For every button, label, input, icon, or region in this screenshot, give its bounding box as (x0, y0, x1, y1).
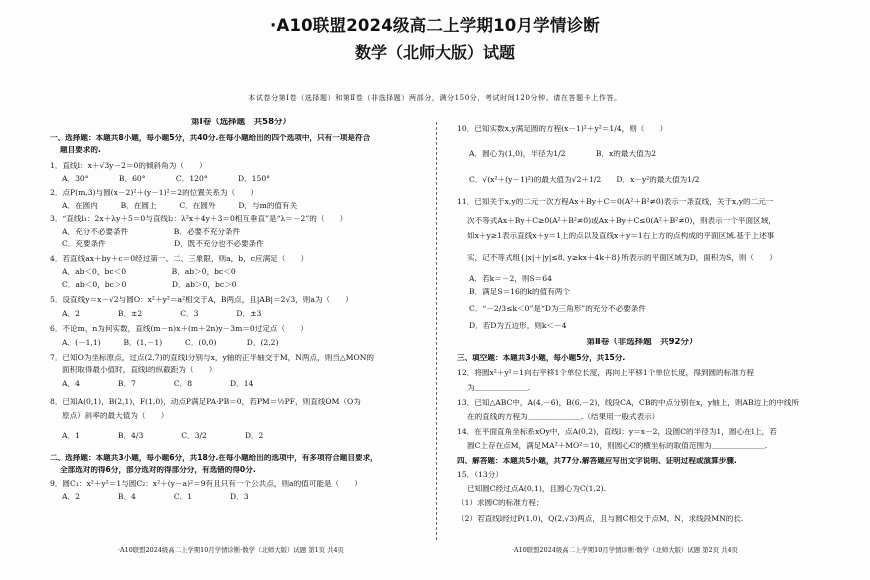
q7-stem-cont: 面积取得最小值时，直线l的纵截距为（ ） (62, 366, 217, 374)
q4-stem: 4．若直线ax＋by＋c＝0经过第一、二、三象限，则a，b，c应满足（ ） (50, 255, 309, 263)
q11-stem-line4: 实，记不等式组{|x|＋|y|≤8, y≥kx＋4k＋8}所表示的平面区域为D，面积为S，则（ ） (467, 254, 777, 262)
q11-stem: 11．已知关于x,y的二元一次方程Ax＋By＋C＝0(A²＋B²≠0)表示一条直线，关于x,y的二元一 (457, 198, 774, 206)
q11-stem-line3: 如x＋y≥1表示直线x＋y＝1上的点以及直线x＋y＝1右上方的点构成的平面区域.基于上述事 (467, 232, 775, 240)
exam-title: ·A10联盟2024级高二上学期10月学情诊断 (270, 16, 600, 35)
section1-heading: 一、选择题：本题共8小题，每小题5分，共40分.在每小题给出的四个选项中，只有一项是符合 (50, 134, 371, 142)
exam-subtitle: 数学（北师大版）试题 (354, 43, 515, 62)
q3-stem: 3．“直线l₁：2x＋λy＋5＝0与直线l₂：λ²x＋4y＋3＝0相互垂直”是“λ＝－2”的（ ） (50, 215, 348, 223)
q11-option-c: C．“－2/3≤k＜0”是“D为三角形”的充分不必要条件 (469, 305, 646, 313)
q5-stem: 5．设直线y＝x－√2与圆O：x²＋y²＝a²相交于A，B两点，且|AB|＝2√3，则a为（ ） (50, 296, 353, 304)
q5-options: A．2 B．±2 C．3 D．±3 (62, 310, 262, 318)
q15-points: 15．（13分） (457, 471, 503, 479)
section2-heading-cont: 全部选对的得6分，部分选对的得部分分，有选错的得0分. (60, 466, 256, 474)
q13-stem: 13．已知△ABC中，A(4,－6)，B(6,－2)，线段CA，CB的中点分别在x，y轴上，则AB边上的中线所 (457, 399, 800, 407)
footer-page-1: ·A10联盟2024级高二上学期10月学情诊断·数学（北师大版）试题 第1页 共4页 (118, 546, 344, 554)
q11-option-a: A．若k＝－2，则S＝64 (469, 275, 552, 283)
q8-stem-cont: 原点）斜率的最大值为（ ） (62, 412, 169, 420)
q3-options-cd: C．充要条件 D．既不充分也不必要条件 (62, 240, 264, 248)
q1-stem: 1．直线l：x＋√3y－2＝0的倾斜角为（ ） (50, 162, 207, 170)
q15-stem: 已知圆C经过点A(0,1)，且圆心为C(1,2). (467, 485, 607, 493)
q2-stem: 2．点P(m,3)与圆(x－2)²＋(y－1)²＝2的位置关系为（ ） (50, 189, 259, 197)
q14-stem-cont: 圆C上存在点M，满足MA²＋MO²＝10，则圆心C的横坐标的取值范围为＿＿＿＿＿＿＿. (467, 442, 768, 450)
part2-heading: 第Ⅱ卷（非选择题 共92分） (586, 338, 698, 347)
q12-stem-cont: 为＿＿＿＿＿＿＿. (467, 384, 531, 392)
q11-option-b: B．满足S＝16的k的值有两个 (469, 288, 570, 296)
q6-options: A．(－1,1) B．(1,－1) C．(0,0) D．(2,2) (62, 339, 279, 347)
column-divider (436, 122, 437, 540)
q6-stem: 6．不论m，n为何实数，直线(m－n)x＋(m＋2n)y－3m＝0过定点（ ） (50, 325, 308, 333)
q11-option-d: D．若D为五边形，则k＜－4 (469, 322, 567, 330)
q10-stem: 10．已知实数x,y满足圆的方程(x－1)²＋y²＝1/4，则（ ） (457, 125, 668, 133)
q15-part1: （1）求圆C的标准方程； (457, 499, 544, 507)
q4-options-cd: C．ab＜0，bc＞0 D．ab＞0，bc＞0 (62, 281, 237, 289)
section1-heading-cont: 题目要求的. (60, 146, 101, 154)
section2-heading: 二、选择题：本题共3小题，每小题6分，共18分.在每小题给出的选项中，有多项符合题目要求， (50, 454, 378, 462)
q9-options: A．2 B．4 C．1 D．3 (62, 493, 249, 501)
section3-heading: 三、填空题：本题共3小题，每小题5分，共15分. (457, 354, 626, 362)
q10-options-cd: C．√(x²＋(y－1)²)的最大值为√2＋1/2 D．x－y²的最大值为1/2 (469, 176, 700, 184)
q8-stem: 8．已知A(0,1)，B(2,1)，F(1,0)，动点P满足PA·PB＝0，若PM＝½PF，则直线OM（O为 (50, 398, 361, 406)
section4-heading: 四、解答题：本题共5小题，共77分.解答题应写出文字说明、证明过程或演算步骤. (457, 457, 737, 465)
q7-options: A．4 B．7 C．8 D．14 (62, 380, 254, 388)
q8-options: A．1 B．4/3 C．3/2 D．2 (62, 432, 264, 440)
q1-options: A．30° B．60° C．120° D．150° (62, 175, 270, 183)
q10-options-ab: A．圆心为(1,0)，半径为1/2 B．x的最大值为2 (469, 150, 657, 158)
q2-options: A．在圆内 B．在圆上 C．在圆外 D．与m的值有关 (62, 202, 298, 210)
q7-stem: 7．已知O为坐标原点，过点(2,7)的直线l分别与x，y轴的正半轴交于M，N两点，则当△MON的 (50, 354, 374, 362)
q11-stem-line2: 次不等式Ax＋By＋C≥0(A²＋B²≠0)或Ax＋By＋C≤0(A²＋B²≠0)，则表示一个平面区域， (467, 217, 776, 225)
q3-options-ab: A．充分不必要条件 B．必要不充分条件 (62, 228, 241, 236)
q15-part2: （2）若直线l经过P(1,0)，Q(2,√3)两点，且与圆C相交于点M，N，求线段MN的长. (457, 515, 744, 523)
q9-stem: 9．圆C₁：x²＋y²＝1与圆C₂：x²＋(y－a)²＝9有且只有一个公共点，则a的值可能是（ ） (50, 480, 362, 488)
q4-options-ab: A．ab＜0，bc＜0 B．ab＞0，bc＜0 (62, 268, 236, 276)
q13-stem-cont: 在的直线的方程为＿＿＿＿＿＿＿.（结果用一般式表示） (467, 413, 660, 421)
part1-heading: 第Ⅰ卷（选择题 共58分） (191, 118, 291, 127)
footer-page-2: ·A10联盟2024级高二上学期10月学情诊断·数学（北师大版）试题 第2页 共4页 (512, 546, 738, 554)
q14-stem: 14．在平面直角坐标系xOy中，点A(0,2)，直线l：y＝x－2，设圆C的半径为1，圆心在l上，若 (457, 428, 777, 436)
exam-note: 本试卷分第Ⅰ卷（选择题）和第Ⅱ卷（非选择题）两部分，满分150分，考试时间120分钟。请在答题卡上作答。 (248, 94, 622, 102)
q12-stem: 12．将圆x²＋y²＝1向右平移1个单位长度，再向上平移1个单位长度，得到圆的标准方程 (457, 369, 755, 377)
